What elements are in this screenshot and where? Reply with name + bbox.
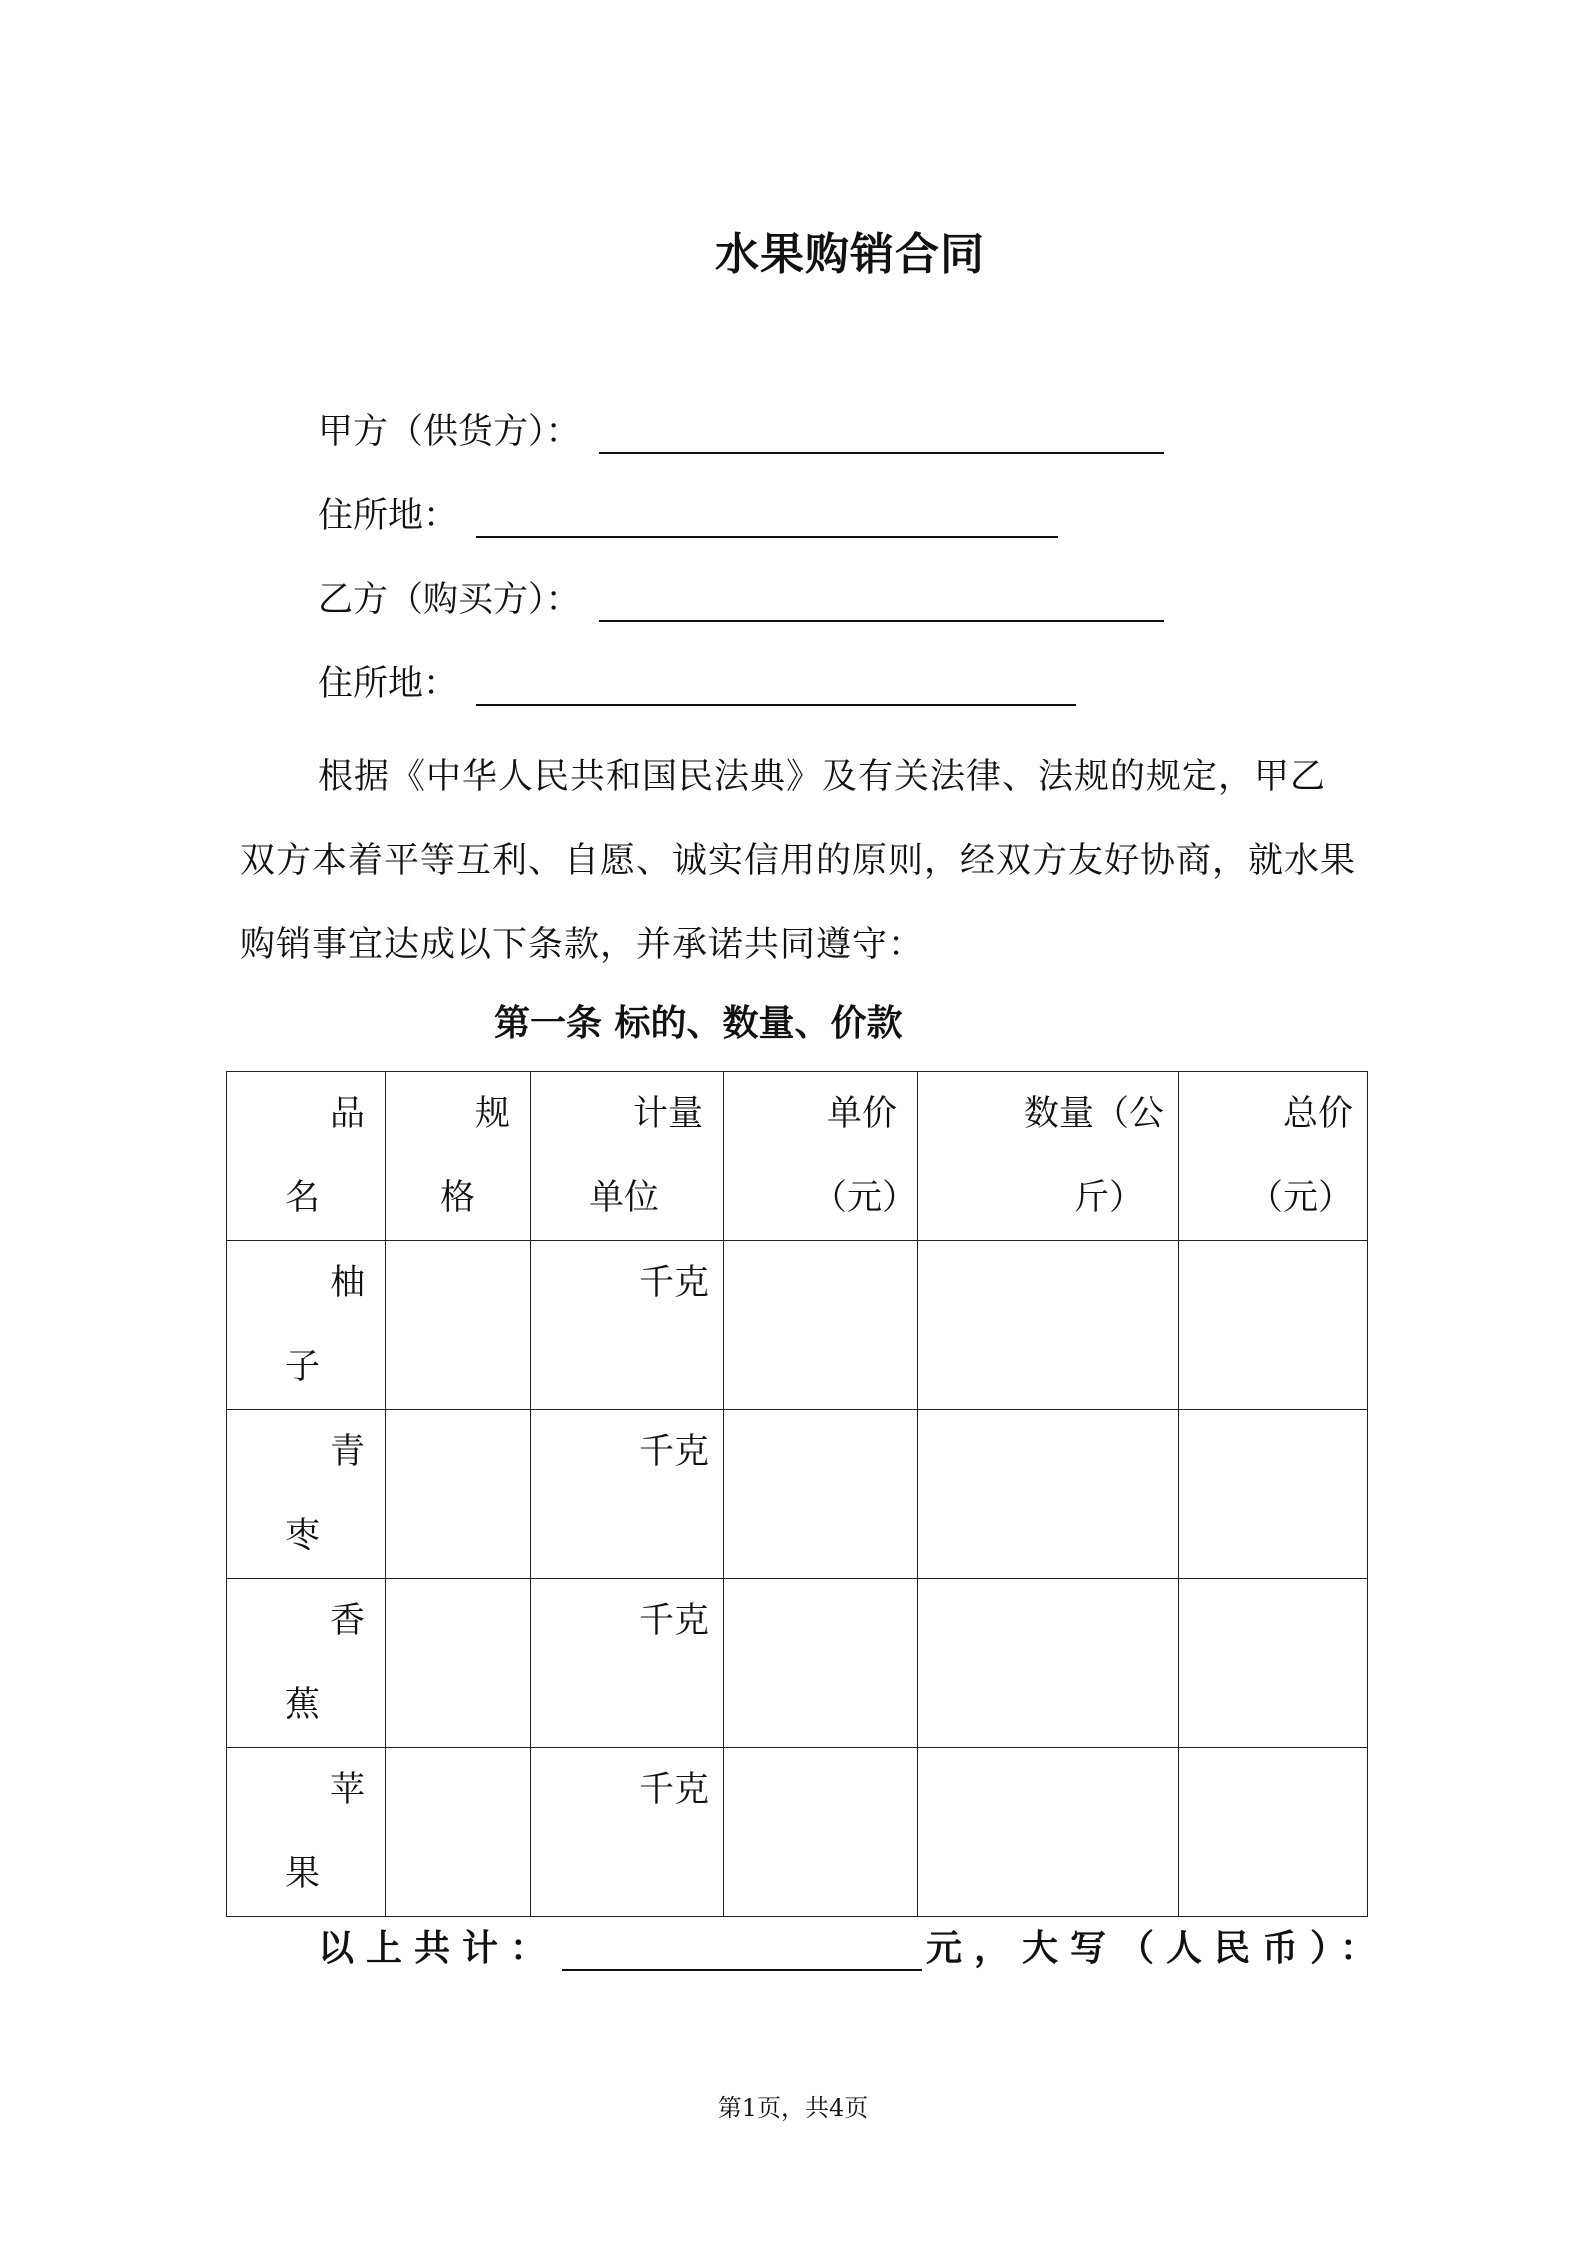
party-a-address-line — [318, 488, 1058, 538]
header-cell-quantity — [918, 1072, 1179, 1241]
header-cell-name — [227, 1072, 386, 1241]
party-b-address-label: 住所地： — [318, 664, 459, 704]
table-header-row — [227, 1072, 1368, 1241]
total-label: 以上共计： — [318, 1928, 559, 1969]
header-cell-spec — [386, 1072, 531, 1241]
total-amount-blank[interactable] — [562, 1929, 922, 1971]
table-row — [227, 1579, 1368, 1748]
fruit-name-line1: 柚 — [329, 1263, 365, 1303]
total-currency-label: 元，大写（人民币）： — [926, 1928, 1389, 1969]
unit-value: 千克 — [638, 1770, 709, 1810]
fruit-name-line2: 蕉 — [285, 1685, 321, 1725]
section-1-title: 第一条 标的、数量、价款 — [494, 1003, 903, 1044]
spec-cell[interactable] — [386, 1410, 531, 1579]
header-cell-total — [1179, 1072, 1368, 1241]
party-b-label: 乙方（购买方）： — [318, 580, 581, 620]
party-a-label: 甲方（供货方）： — [318, 412, 581, 452]
header-spec-line2: 格 — [440, 1178, 476, 1218]
price-cell[interactable] — [724, 1241, 918, 1410]
page-footer: 第1页，共4页 — [717, 2094, 869, 2122]
header-price-line1: 单价 — [827, 1094, 898, 1134]
party-a-address-blank[interactable] — [476, 496, 1058, 538]
fruit-name-line2: 果 — [285, 1854, 321, 1894]
total-cell[interactable] — [1179, 1241, 1368, 1410]
header-quantity-line2: 斤） — [1074, 1178, 1145, 1218]
fruit-name-cell — [227, 1748, 386, 1917]
quantity-cell[interactable] — [918, 1579, 1179, 1748]
header-unit-line2: 单位 — [589, 1178, 660, 1218]
unit-value: 千克 — [638, 1432, 709, 1472]
fruit-name-line1: 苹 — [329, 1770, 365, 1810]
header-quantity-line1: 数量（公 — [1024, 1094, 1165, 1134]
header-spec-line1: 规 — [474, 1094, 510, 1134]
price-cell[interactable] — [724, 1748, 918, 1917]
unit-cell — [531, 1241, 724, 1410]
header-name-line1: 品 — [329, 1094, 365, 1134]
quantity-cell[interactable] — [918, 1241, 1179, 1410]
fruit-name-cell — [227, 1579, 386, 1748]
table-row — [227, 1241, 1368, 1410]
total-cell[interactable] — [1179, 1748, 1368, 1917]
quantity-cell[interactable] — [918, 1748, 1179, 1917]
total-line — [318, 1920, 1388, 1971]
header-cell-unit — [531, 1072, 724, 1241]
party-b-line — [318, 572, 1164, 622]
fruit-name-line1: 青 — [329, 1432, 365, 1472]
table-row — [227, 1410, 1368, 1579]
unit-value: 千克 — [638, 1601, 709, 1641]
unit-value: 千克 — [638, 1263, 709, 1303]
total-cell[interactable] — [1179, 1579, 1368, 1748]
header-cell-price — [724, 1072, 918, 1241]
party-b-address-line — [318, 656, 1076, 706]
party-b-address-blank[interactable] — [476, 664, 1076, 706]
unit-cell — [531, 1748, 724, 1917]
header-name-line2: 名 — [285, 1178, 321, 1218]
fruit-table — [226, 1071, 1368, 1917]
quantity-cell[interactable] — [918, 1410, 1179, 1579]
unit-cell — [531, 1410, 724, 1579]
spec-cell[interactable] — [386, 1241, 531, 1410]
fruit-name-line1: 香 — [329, 1601, 365, 1641]
header-unit-line1: 计量 — [632, 1094, 703, 1134]
party-a-address-label: 住所地： — [318, 496, 459, 536]
fruit-name-cell — [227, 1241, 386, 1410]
intro-paragraph: 根据《中华人民共和国民法典》及有关法律、法规的规定，甲乙双方本着平等互利、自愿、诚实信用的原则，经双方友好协商，就水果购销事宜达成以下条款，并承诺共同遵守： — [240, 757, 1357, 965]
spec-cell[interactable] — [386, 1579, 531, 1748]
party-a-blank[interactable] — [599, 412, 1164, 454]
price-cell[interactable] — [724, 1579, 918, 1748]
table-row — [227, 1748, 1368, 1917]
price-cell[interactable] — [724, 1410, 918, 1579]
party-b-blank[interactable] — [599, 580, 1164, 622]
unit-cell — [531, 1579, 724, 1748]
fruit-name-cell — [227, 1410, 386, 1579]
header-total-line1: 总价 — [1283, 1094, 1354, 1134]
header-total-line2: （元） — [1248, 1178, 1354, 1218]
header-price-line2: （元） — [812, 1178, 918, 1218]
total-cell[interactable] — [1179, 1410, 1368, 1579]
party-a-line — [318, 404, 1164, 454]
spec-cell[interactable] — [386, 1748, 531, 1917]
document-title: 水果购销合同 — [715, 229, 985, 280]
fruit-name-line2: 子 — [285, 1347, 321, 1387]
fruit-name-line2: 枣 — [285, 1516, 321, 1556]
